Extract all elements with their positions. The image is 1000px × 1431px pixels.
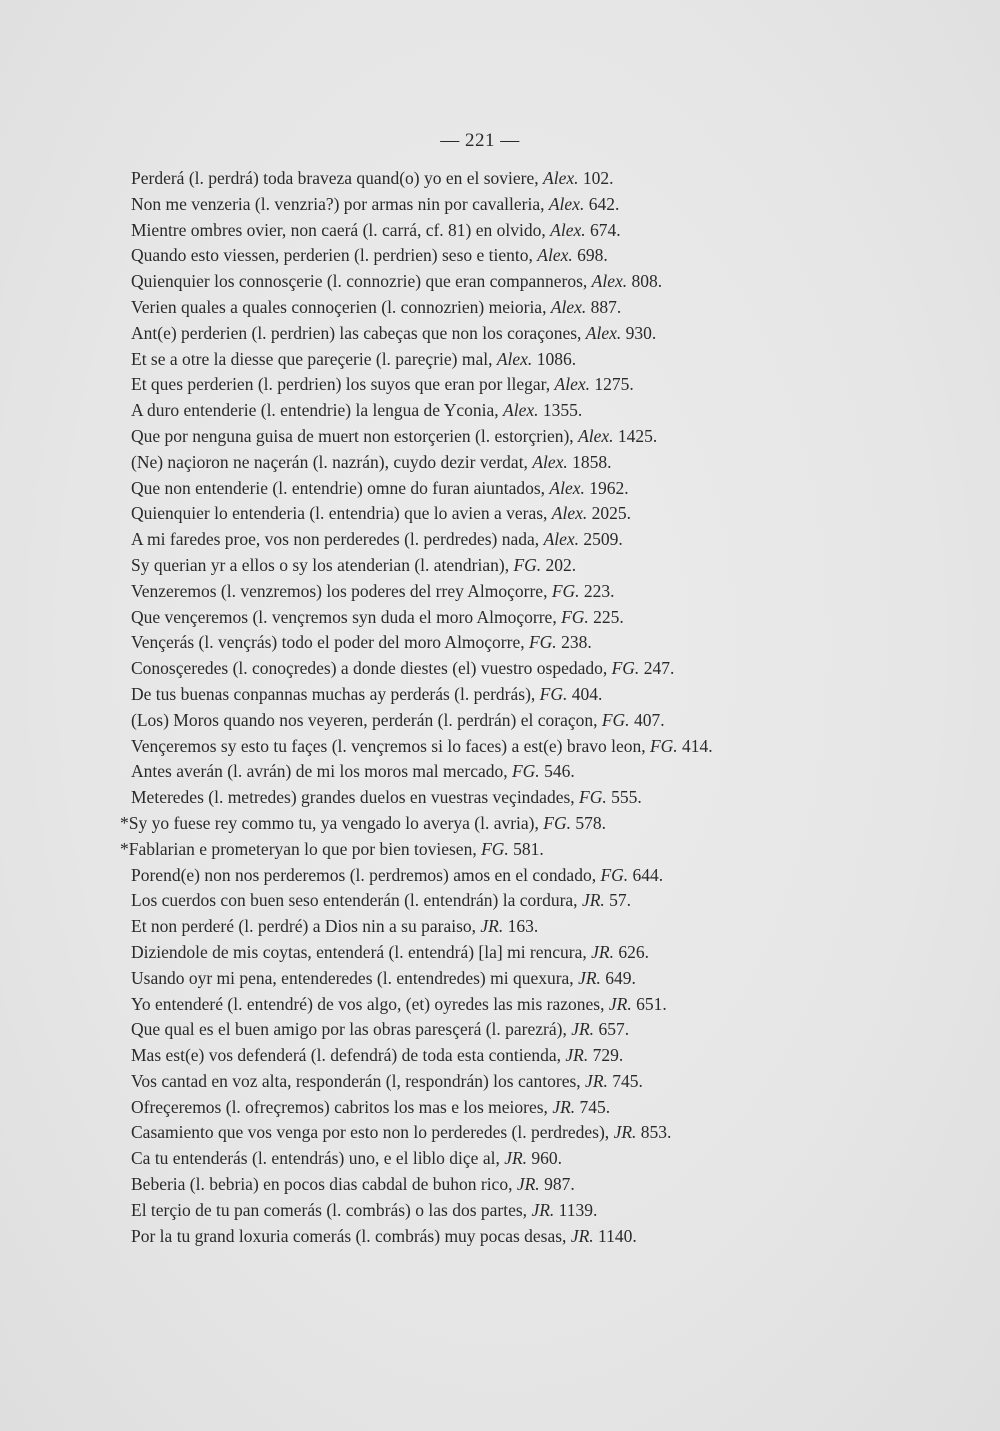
citation-text: Que vençeremos (l. vençremos syn duda el moro Almoçorre,: [131, 606, 562, 627]
citation-verse-number: 1086.: [532, 348, 577, 369]
citation-text: Perderá (l. perdrá) toda braveza quand(o) yo en el soviere,: [131, 168, 544, 188]
citation-verse-number: 674.: [585, 219, 621, 240]
citation-verse-number: 745.: [575, 1096, 611, 1117]
citation-line: [131, 992, 831, 1018]
citation-source: Alex.: [554, 374, 590, 395]
citation-text: Porend(e) non nos perderemos (l. perdremos) amos en el condado,: [131, 864, 601, 885]
citation-verse-number: 404.: [567, 683, 603, 704]
citation-verse-number: 555.: [606, 787, 642, 808]
citation-line: [131, 553, 831, 579]
citation-line: [131, 1146, 831, 1172]
citation-line: [131, 166, 831, 192]
citation-source: FG.: [561, 606, 589, 627]
citation-text: Beberia (l. bebria) en pocos dias cabdal de buhon rico,: [131, 1174, 517, 1195]
citation-text: Et se a otre la diesse que pareçerie (l. pareçrie) mal,: [131, 348, 497, 369]
citation-line: [131, 966, 831, 992]
citation-source: Alex.: [537, 245, 573, 266]
citation-text: Casamiento que vos venga por esto non lo perderedes (l. perdredes),: [131, 1122, 614, 1143]
citation-source: JR.: [552, 1096, 576, 1117]
citation-text: Ant(e) perderien (l. perdrien) las cabeças que non los coraçones,: [131, 322, 586, 343]
citation-text: Quando esto viessen, perderien (l. perdrien) seso e tiento,: [131, 245, 538, 266]
citation-text: Que non entenderie (l. entendrie) omne do furan aiuntados,: [131, 477, 550, 498]
citation-line: [131, 708, 831, 734]
citation-source: JR.: [531, 1199, 555, 1220]
citation-line: [131, 192, 831, 218]
citation-source: Alex.: [548, 193, 585, 214]
citation-line: [131, 759, 831, 785]
citation-line: [131, 501, 831, 527]
citation-line: [131, 682, 831, 708]
citation-verse-number: 1275.: [590, 374, 634, 395]
citation-text: Quienquier los connosçerie (l. connozrie) que eran companneros,: [131, 271, 592, 292]
citation-source: FG.: [528, 632, 557, 653]
citation-verse-number: 57.: [604, 890, 632, 911]
citation-source: JR.: [570, 1225, 594, 1246]
citation-line: [131, 605, 831, 631]
citation-text: A duro entenderie (l. entendrie) la lengua de Yconia,: [131, 400, 504, 421]
citation-verse-number: 853.: [636, 1122, 672, 1143]
citation-text: Ofreçeremos (l. ofreçremos) cabritos los mas e los meiores,: [131, 1096, 553, 1117]
citation-text: Vençerás (l. vençrás) todo el poder del moro Almoçorre,: [131, 632, 529, 653]
citation-source: JR.: [516, 1174, 540, 1195]
citation-line: [131, 321, 831, 347]
citation-source: FG.: [513, 554, 542, 575]
citation-source: Alex.: [503, 400, 539, 421]
citation-verse-number: 578.: [570, 812, 606, 833]
citation-verse-number: 2509.: [579, 529, 623, 550]
citation-verse-number: 626.: [614, 941, 649, 962]
citation-text: Yo entenderé (l. entendré) de vos algo, (et) oyredes las mis razones,: [131, 993, 609, 1014]
citation-verse-number: 1962.: [584, 477, 629, 498]
page-number: — 221 —: [440, 130, 520, 151]
citation-text: (Ne) naçioron ne naçerán (l. nazrán), cuydo dezir verdat,: [131, 451, 533, 472]
citation-source: Alex.: [578, 425, 614, 446]
citation-text: De tus buenas conpannas muchas ay perderás (l. perdrás),: [131, 683, 540, 704]
citation-verse-number: 407.: [629, 709, 665, 730]
citation-verse-number: 414.: [677, 735, 713, 756]
citation-verse-number: 930.: [621, 322, 657, 343]
citation-text: Meteredes (l. metredes) grandes duelos en vuestras veçindades,: [131, 787, 580, 808]
citation-source: JR.: [585, 1070, 608, 1091]
citation-source: FG.: [543, 812, 571, 833]
citation-text: Quienquier lo entenderia (l. entendria) que lo avien a veras,: [131, 503, 552, 524]
citation-text: Que por nenguna guisa de muert non estorçerien (l. estorçrien),: [131, 425, 579, 446]
citation-line: [131, 785, 831, 811]
citation-source: JR.: [480, 916, 504, 937]
citation-source: FG.: [539, 683, 568, 704]
citation-text: Mientre ombres ovier, non caerá (l. carrá, cf. 81) en olvido,: [131, 219, 551, 240]
citation-source: JR.: [571, 1019, 595, 1040]
citation-text: Antes averán (l. avrán) de mi los moros mal mercado,: [131, 761, 512, 782]
citation-text: Venzeremos (l. venzremos) los poderes del rrey Almoçorre,: [131, 580, 552, 601]
citation-source: FG.: [600, 864, 629, 885]
citation-source: Alex.: [543, 529, 580, 550]
citation-line: [131, 863, 831, 889]
citation-line: [131, 372, 831, 398]
citation-text: Usando oyr mi pena, entenderedes (l. entendredes) mi quexura,: [131, 967, 579, 988]
citation-verse-number: 960.: [527, 1148, 563, 1169]
citation-text: Vos cantad en voz alta, responderán (l, respondrán) los cantores,: [131, 1070, 586, 1091]
citation-text: Conosçeredes (l. conoçredes) a donde diestes (el) vuestro ospedado,: [131, 658, 612, 679]
citation-source: FG.: [511, 761, 540, 782]
citation-verse-number: 546.: [539, 761, 575, 782]
citation-line: [131, 734, 831, 760]
citation-line: [131, 269, 831, 295]
citation-verse-number: 745.: [607, 1070, 643, 1091]
citation-text: Et non perderé (l. perdré) a Dios nin a su paraiso,: [131, 916, 481, 937]
citation-text: Sy querian yr a ellos o sy los atenderian (l. atendrian),: [131, 554, 514, 575]
citation-verse-number: 644.: [628, 864, 664, 885]
citation-verse-number: 1425.: [613, 425, 658, 446]
citation-line: [131, 476, 831, 502]
citation-text: Verien quales a quales connoçerien (l. connozrien) meioria,: [131, 296, 551, 317]
citation-source: Alex.: [591, 271, 628, 292]
citation-line: [131, 398, 831, 424]
citation-line: [131, 1120, 831, 1146]
citation-source: Alex.: [532, 451, 568, 472]
citation-source: Alex.: [496, 348, 533, 369]
citation-text: Vençeremos sy esto tu façes (l. vençremos si lo faces) a est(e) bravo leon,: [131, 735, 650, 756]
citation-line: [131, 1069, 831, 1095]
citation-verse-number: 808.: [627, 271, 663, 292]
citation-line: [131, 656, 831, 682]
citation-verse-number: 1140.: [593, 1225, 637, 1246]
citation-line: [120, 811, 831, 837]
citation-text: Los cuerdos con buen seso entenderán (l. entendrán) la cordura,: [131, 890, 582, 911]
citation-line: [131, 940, 831, 966]
citation-source: Alex.: [585, 322, 622, 343]
citation-line: [131, 243, 831, 269]
citation-source: FG.: [579, 787, 607, 808]
citation-verse-number: 238.: [556, 632, 592, 653]
citation-source: JR.: [581, 890, 605, 911]
citation-verse-number: 649.: [600, 967, 636, 988]
citation-source: JR.: [565, 1045, 589, 1066]
citation-line: [131, 1043, 831, 1069]
citation-verse-number: 729.: [588, 1045, 624, 1066]
citation-line: [131, 295, 831, 321]
citation-line: [131, 1095, 831, 1121]
citation-source: JR.: [578, 967, 601, 988]
citation-source: Alex.: [549, 477, 585, 498]
citation-line: [131, 1017, 831, 1043]
citation-verse-number: 657.: [594, 1019, 630, 1040]
citation-line: [131, 579, 831, 605]
citation-line: [120, 837, 831, 863]
citation-text: A mi faredes proe, vos non perderedes (l. perdredes) nada,: [131, 529, 544, 550]
citation-verse-number: 651.: [631, 993, 667, 1014]
citation-verse-number: 202.: [541, 554, 577, 575]
citation-verse-number: 2025.: [587, 503, 632, 524]
citation-source: JR.: [504, 1148, 528, 1169]
citation-line: [131, 424, 831, 450]
citation-line: [131, 1172, 831, 1198]
citation-verse-number: 887.: [586, 296, 622, 317]
citation-text: El terçio de tu pan comerás (l. combrás) o las dos partes,: [131, 1199, 532, 1220]
citation-verse-number: 1858.: [567, 451, 612, 472]
citation-line: [131, 1224, 831, 1250]
citation-text: Ca tu entenderás (l. entendrás) uno, e el liblo diçe al,: [131, 1148, 505, 1169]
citation-line: [131, 888, 831, 914]
citation-verse-number: 1139.: [554, 1199, 598, 1220]
citation-source: FG.: [551, 580, 580, 601]
citation-text: Por la tu grand loxuria comerás (l. combrás) muy pocas desas,: [131, 1225, 571, 1246]
citation-verse-number: 247.: [639, 658, 675, 679]
citation-line: [131, 1198, 831, 1224]
citation-text: *Sy yo fuese rey commo tu, ya vengado lo averya (l. avria),: [120, 812, 544, 833]
citation-verse-number: 698.: [572, 245, 608, 266]
citation-source: Alex.: [551, 503, 588, 524]
citation-source: JR.: [613, 1122, 637, 1143]
citation-source: FG.: [649, 735, 678, 756]
citation-verse-number: 163.: [503, 916, 539, 937]
citation-list: [120, 166, 831, 1249]
citation-text: Que qual es el buen amigo por las obras paresçerá (l. parezrá),: [131, 1019, 572, 1040]
citation-verse-number: 987.: [539, 1174, 575, 1195]
citation-text: Mas est(e) vos defenderá (l. defendrá) de toda esta contienda,: [131, 1045, 566, 1066]
citation-line: [131, 347, 831, 373]
citation-text: Et ques perderien (l. perdrien) los suyos que eran por llegar,: [131, 374, 555, 395]
citation-line: [131, 218, 831, 244]
citation-source: FG.: [601, 709, 630, 730]
citation-source: JR.: [591, 941, 614, 962]
citation-text: (Los) Moros quando nos veyeren, perderán (l. perdrán) el coraçon,: [131, 709, 602, 730]
citation-source: Alex.: [550, 219, 586, 240]
citation-verse-number: 225.: [588, 606, 624, 627]
citation-line: [131, 630, 831, 656]
citation-verse-number: 102.: [578, 168, 614, 188]
citation-source: Alex.: [543, 168, 579, 188]
citation-verse-number: 223.: [579, 580, 615, 601]
citation-verse-number: 581.: [508, 838, 544, 859]
citation-text: *Fablarian e prometeryan lo que por bien toviesen,: [120, 838, 482, 859]
citation-source: JR.: [608, 993, 632, 1014]
citation-line: [131, 527, 831, 553]
citation-text: Diziendole de mis coytas, entenderá (l. entendrá) [la] mi rencura,: [131, 941, 592, 962]
citation-verse-number: 642.: [584, 193, 620, 214]
citation-source: Alex.: [550, 296, 587, 317]
citation-verse-number: 1355.: [538, 400, 583, 421]
citation-line: [131, 450, 831, 476]
citation-line: [131, 914, 831, 940]
citation-source: FG.: [611, 658, 640, 679]
citation-source: FG.: [481, 838, 509, 859]
citation-text: Non me venzeria (l. venzria?) por armas nin por cavalleria,: [131, 193, 549, 214]
